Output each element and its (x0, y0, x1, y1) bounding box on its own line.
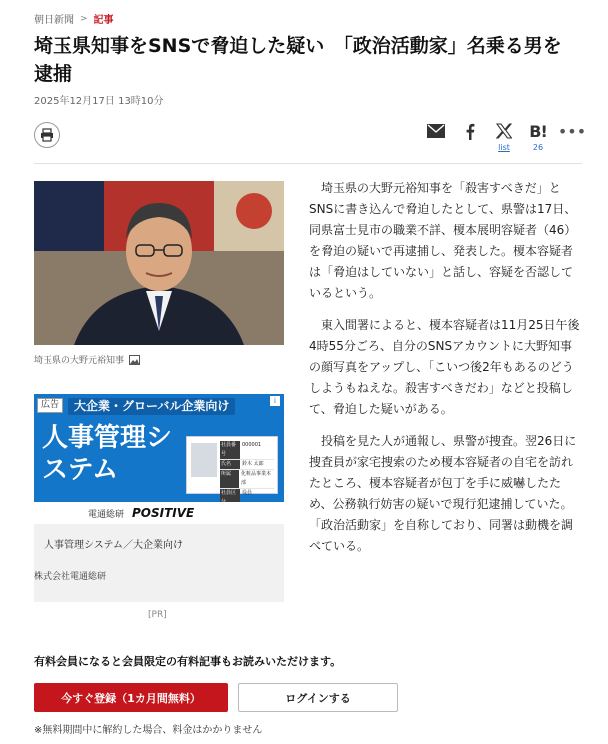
article-photo[interactable] (34, 181, 284, 345)
ad-product-logo: POSITIVE (132, 506, 195, 520)
ad-headline: 人事管理システム (42, 423, 173, 485)
ad-advertiser: 株式会社電通総研 (34, 572, 107, 582)
register-button[interactable]: 今すぐ登録（1カ月間無料） (34, 683, 228, 712)
print-icon (40, 128, 54, 142)
ad-footer (34, 502, 284, 524)
ad-card-row: 所属 化粧品事業本部 (220, 470, 274, 489)
ad-tag: 広告 (37, 398, 63, 413)
article-headline: 埼玉県知事をSNSで脅迫した疑い 「政治活動家」名乗る男を逮捕 (34, 35, 562, 85)
photo-caption-text: 埼玉県の大野元裕知事 (34, 356, 125, 366)
ad-banner[interactable] (34, 394, 284, 524)
more-button[interactable] (557, 120, 587, 142)
article-paragraph: 埼玉県の大野元裕知事を「殺害すべきだ」とSNSに書き込んで脅迫したとして、県警は17日、同県富士見市の職業不詳、榎本展明容疑者（46）を脅迫の疑いで再逮捕し、発表した。榎本容疑者は「脅迫はしていない」と話し、容疑を否認しているという。 (309, 181, 577, 300)
ad-person-icon (191, 443, 217, 477)
mail-share-button[interactable] (426, 120, 446, 142)
breadcrumb (34, 11, 114, 26)
article-toolbar (34, 120, 587, 160)
hatena-share-button[interactable] (528, 120, 548, 152)
breadcrumb-current: 記事 (93, 15, 114, 26)
facebook-icon (465, 123, 475, 140)
photo-caption (34, 353, 140, 366)
ad-banner-title: 大企業・グローバル企業向け (68, 398, 235, 415)
hatena-icon: B! (529, 121, 547, 141)
mail-icon (427, 124, 445, 138)
ad-description-title: 人事管理システム／大企業向け (44, 540, 183, 551)
login-button[interactable]: ログインする (238, 683, 398, 712)
ad-id-card (186, 436, 278, 494)
facebook-share-button[interactable] (460, 120, 480, 142)
article-date: 2025年12月17日 13時10分 (34, 96, 164, 107)
governor-photo-image (34, 181, 284, 345)
ad-description[interactable] (34, 524, 284, 602)
ad-brand: 電通総研 (88, 509, 125, 520)
ad-info-icon[interactable]: i (270, 396, 280, 406)
ad-card-row: 社員番号 000001 (220, 441, 274, 460)
more-icon: ••• (557, 121, 587, 141)
article-body (309, 178, 583, 568)
article-paragraph: 東入間署によると、榎本容疑者は11月25日午後4時55分ごろ、自分のSNSアカウントに大野知事の顔写真をアップし、「こいつ後2年もあるのどうしようもねえな。殺害すべきだわ」などと投稿して、脅迫した疑いがある。 (309, 318, 580, 416)
article-paragraph: 投稿を見た人が通報し、県警が捜査。翌26日に捜査員が家宅捜索のため榎本容疑者の自宅を訪れたところ、榎本容疑者が包丁を手に威嚇したため、公務執行妨害の疑いで現行犯逮捕していた。「政治活動家」を自称しており、同署は動機を調べている。 (309, 434, 577, 553)
hatena-count: 26 (532, 143, 544, 152)
ad-card-row: 氏名 鈴木 太郎 (220, 460, 274, 470)
paywall-note: ※無料期間中に解約した場合、料金はかかりません (34, 725, 263, 736)
share-buttons (426, 120, 587, 152)
breadcrumb-separator: > (80, 13, 88, 24)
ad-card-row: 社員区 役員 (220, 489, 274, 508)
ad-card-rows (220, 441, 274, 508)
paywall-message: 有料会員になると会員限定の有料記事もお読みいただけます。 (34, 655, 342, 668)
print-button[interactable] (34, 122, 60, 148)
gallery-icon[interactable] (129, 355, 140, 365)
x-icon (496, 123, 512, 139)
x-share-button[interactable] (494, 120, 514, 152)
divider (34, 163, 582, 164)
breadcrumb-site-link[interactable]: 朝日新聞 (34, 15, 74, 26)
x-list-link[interactable]: list (498, 143, 510, 152)
pr-label: [PR] (148, 610, 167, 620)
